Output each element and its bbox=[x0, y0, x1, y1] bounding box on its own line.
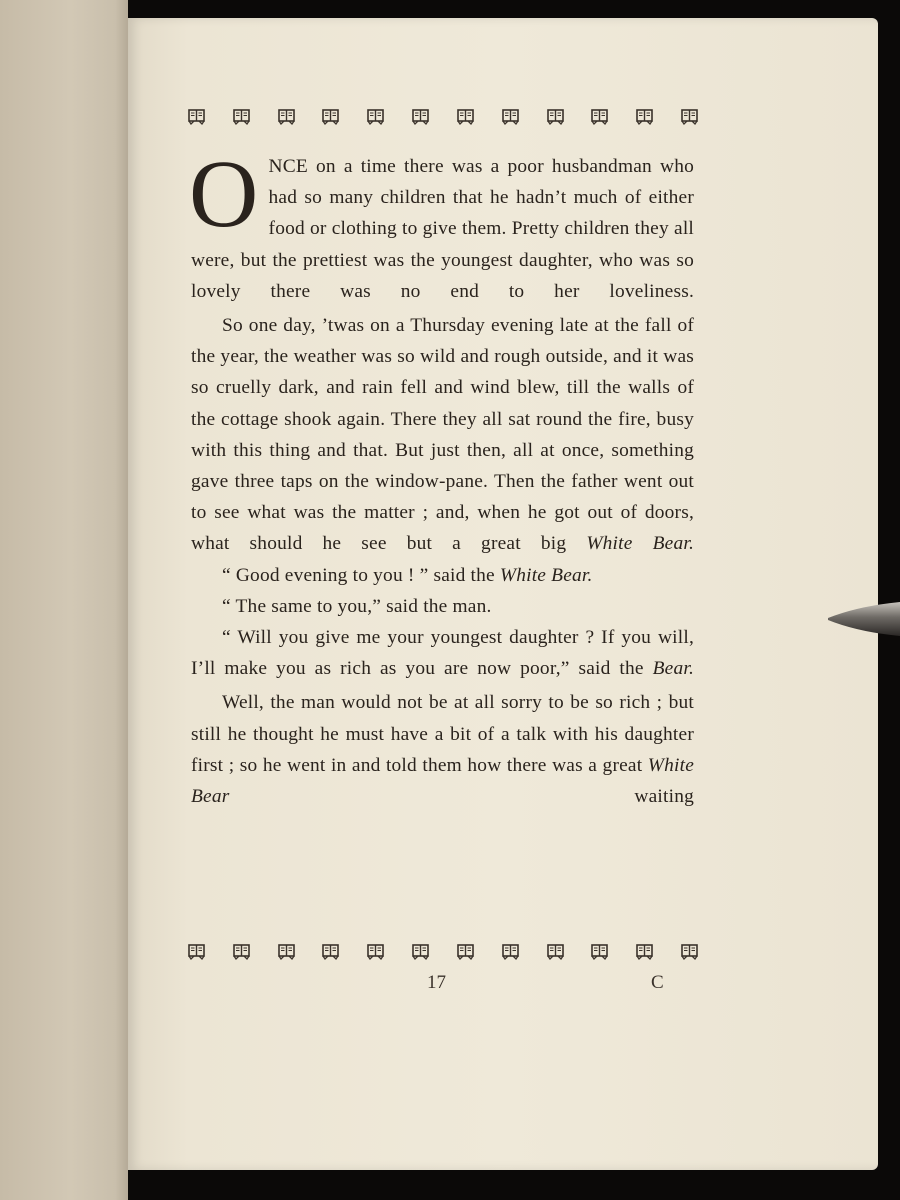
paragraph-5-text: “ Will you give me your youngest daughter ? If you will, I’ll make you as rich as you are now poor,” said the bbox=[191, 627, 694, 680]
signature-mark: C bbox=[651, 972, 664, 993]
book-ornament-icon bbox=[322, 943, 339, 960]
book-ornament-icon bbox=[188, 943, 205, 960]
book-ornament-icon bbox=[278, 108, 295, 125]
paragraph-6-after: waiting bbox=[229, 786, 694, 808]
book-ornament-icon bbox=[278, 943, 295, 960]
ornament-row-top bbox=[188, 108, 698, 125]
book-ornament-icon bbox=[636, 943, 653, 960]
book-ornament-icon bbox=[233, 943, 250, 960]
facing-page-edge bbox=[0, 0, 128, 1200]
book-ornament-icon bbox=[591, 943, 608, 960]
book-ornament-icon bbox=[457, 108, 474, 125]
book-ornament-icon bbox=[636, 108, 653, 125]
drop-cap: O bbox=[189, 140, 259, 247]
bookmark-ribbon bbox=[828, 600, 900, 638]
book-ornament-icon bbox=[502, 108, 519, 125]
paragraph-5-italic: Bear. bbox=[652, 658, 694, 680]
book-ornament-icon bbox=[681, 943, 698, 960]
page-number: 17 bbox=[427, 972, 446, 993]
paragraph-6 bbox=[191, 687, 694, 812]
paragraph-3-italic: White Bear. bbox=[499, 564, 593, 586]
book-ornament-icon bbox=[322, 108, 339, 125]
paragraph-4 bbox=[191, 591, 694, 622]
book-ornament-icon bbox=[547, 108, 564, 125]
paragraph-1-text: NCE on a time there was a poor husbandman who had so many children that he hadn’t much of either food or clothing to give them. Pretty children they all were, but the prettiest was the youngest daughter, who was so lovely there was no end to her loveliness. bbox=[191, 156, 694, 302]
book-ornament-icon bbox=[591, 108, 608, 125]
paragraph-6-text: Well, the man would not be at all sorry to be so rich ; but still he thought he must have a bit of a talk with his daughter first ; so he went in and told them how there was a great bbox=[191, 692, 694, 776]
book-ornament-icon bbox=[367, 943, 384, 960]
paragraph-6-italic: White Bear bbox=[191, 754, 694, 808]
book-ornament-icon bbox=[412, 943, 429, 960]
book-ornament-icon bbox=[412, 108, 429, 125]
ornament-row-bottom bbox=[188, 943, 698, 960]
paragraph-4-text: “ The same to you,” said the man. bbox=[222, 595, 492, 617]
paragraph-5 bbox=[191, 622, 694, 684]
story-text bbox=[189, 140, 694, 812]
book-ornament-icon bbox=[188, 108, 205, 125]
paragraph-2-text: So one day, ’twas on a Thursday evening late at the fall of the year, the weather was so wild and rough outside, and it was so cruelly dark, and rain fell and wind blew, till the walls of the cottage shook again. There they all sat round the fire, busy with this thing and that. But just then, all at once, something gave three taps on the window-pane. Then the father went out to see what was the matter ; and, when he got out of doors, what should he see but a great big bbox=[191, 315, 694, 555]
book-ornament-icon bbox=[367, 108, 384, 125]
paragraph-2 bbox=[191, 310, 694, 560]
book-ornament-icon bbox=[547, 943, 564, 960]
paragraph-2-italic: White Bear. bbox=[586, 533, 694, 555]
book-ornament-icon bbox=[681, 108, 698, 125]
paragraph-1 bbox=[189, 140, 694, 307]
paragraph-3-text: “ Good evening to you ! ” said the bbox=[222, 564, 500, 586]
book-ornament-icon bbox=[457, 943, 474, 960]
book-ornament-icon bbox=[502, 943, 519, 960]
paragraph-3 bbox=[191, 560, 694, 591]
book-ornament-icon bbox=[233, 108, 250, 125]
